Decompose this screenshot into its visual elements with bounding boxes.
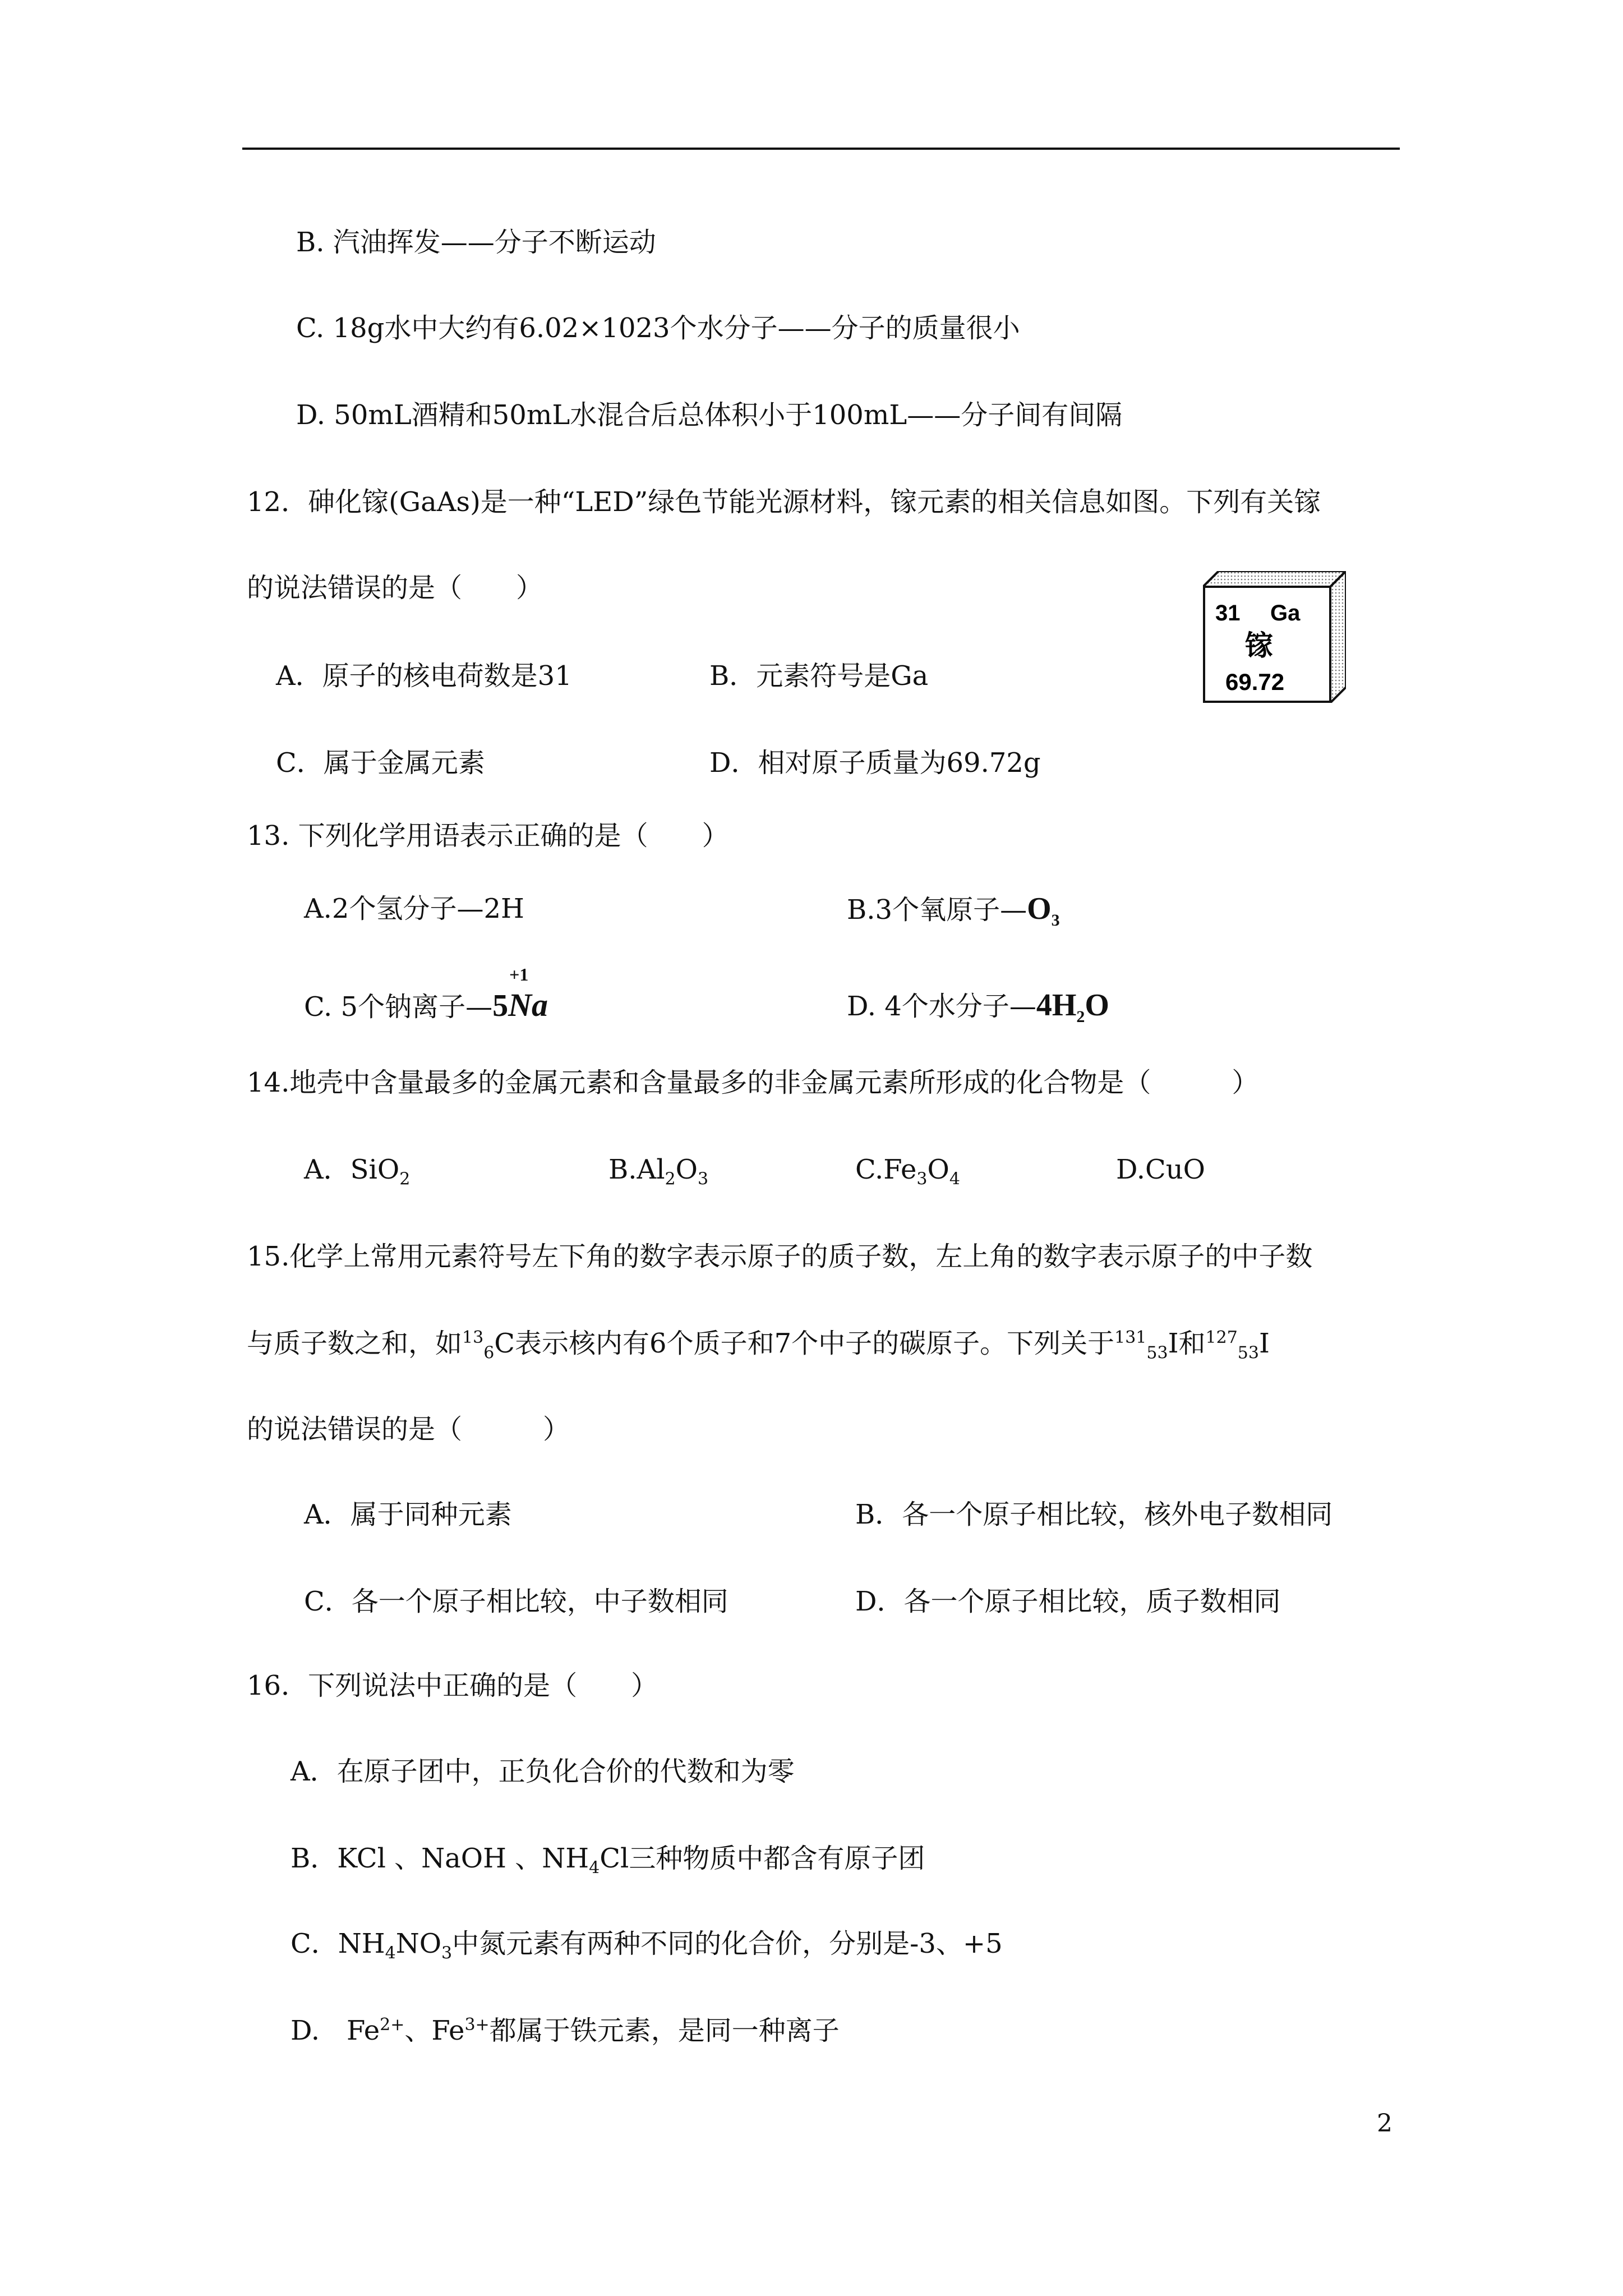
card-atomic-mass: 69.72 (1225, 669, 1285, 695)
q12-stem-line2: 的说法错误的是（ ） (247, 572, 543, 604)
q15-option-d: D．各一个原子相比较，质子数相同 (855, 1586, 1281, 1617)
q13-option-a: A.2个氢分子—2H (304, 893, 524, 924)
q11-option-d: D. 50mL酒精和50mL水混合后总体积小于100mL——分子间有间隔 (296, 399, 1123, 431)
q14-option-b: $B.Al_2O_3$ (608, 1154, 709, 1189)
q13-option-d (847, 988, 1109, 1027)
gallium-element-card (1203, 571, 1346, 703)
q13-stem: 13. 下列化学用语表示正确的是（ ） (247, 820, 729, 852)
q12-stem-line1: 12．砷化镓(GaAs)是一种“LED”绿色节能光源材料，镓元素的相关信息如图。下列有关镓 (247, 486, 1321, 518)
q11-option-c: C. 18g水中大约有6.02×1023个水分子——分子的质量很小 (296, 312, 1020, 344)
q12-option-b: B．元素符号是Ga (709, 660, 929, 692)
q15-stem-line1: 15.化学上常用元素符号左下角的数字表示原子的质子数，左上角的数字表示原子的中子数 (247, 1241, 1313, 1272)
card-element-name: 镓 (1245, 629, 1273, 662)
q16-option-c: C．$NH_4NO_3$中氮元素有两种不同的化合价，分别是-3、+5 (291, 1928, 1003, 1963)
q15-stem-line2: 与质子数之和，如$^{13}_6$C表示核内有6个质子和7个中子的碳原子。下列关于$^{131}_{53}$I和$^{127}_{53}$I (247, 1328, 1270, 1363)
q13-option-c (304, 964, 548, 1024)
sodium-coefficient: 5 (492, 988, 509, 1023)
q16-stem: 16．下列说法中正确的是（ ） (247, 1670, 658, 1701)
q14-option-d: D.CuO (1116, 1154, 1206, 1185)
q15-option-a: A．属于同种元素 (304, 1499, 512, 1530)
page-number: 2 (1377, 2109, 1393, 2138)
water-formula: $4H_2O$ (1036, 988, 1109, 1027)
q16-option-a: A．在原子团中，正负化合价的代数和为零 (291, 1756, 795, 1787)
q12-option-a: A．原子的核电荷数是31 (276, 660, 572, 692)
sodium-ion-symbol: +1 Na (508, 987, 548, 1023)
q15-option-b: B．各一个原子相比较，核外电子数相同 (855, 1499, 1333, 1530)
q13-option-d-text: D. 4个水分子— (847, 991, 1036, 1022)
q15-stem-line3: 的说法错误的是（ ） (247, 1414, 570, 1445)
ozone-formula: $O_3$ (1027, 891, 1060, 930)
q16-option-d: D. $Fe^{2+}$、$Fe^{3+}$都属于铁元素，是同一种离子 (291, 2015, 840, 2046)
q14-option-a: A．SiO$_2$ (304, 1154, 411, 1189)
q12-option-c: C．属于金属元素 (276, 747, 485, 779)
header-rule (242, 148, 1400, 150)
q13-option-c-text: C. 5个钠离子— (304, 991, 493, 1023)
card-atomic-number: 31 (1215, 601, 1241, 625)
q12-option-d: D．相对原子质量为69.72g (709, 747, 1041, 779)
q14-option-c: $C.Fe_3O_4$ (855, 1154, 960, 1189)
q15-option-c: C．各一个原子相比较，中子数相同 (304, 1586, 728, 1617)
q13-option-b (847, 891, 1060, 930)
q13-option-b-text: B.3个氧原子— (847, 894, 1027, 926)
q11-option-b: B. 汽油挥发——分子不断运动 (296, 227, 656, 258)
sodium-valence: +1 (509, 964, 529, 984)
q14-stem: 14.地壳中含量最多的金属元素和含量最多的非金属元素所形成的化合物是（ ） (247, 1067, 1259, 1098)
card-symbol: Ga (1270, 601, 1301, 625)
q16-option-b: B．KCl 、NaOH 、$NH_4Cl$三种物质中都含有原子团 (291, 1843, 925, 1878)
